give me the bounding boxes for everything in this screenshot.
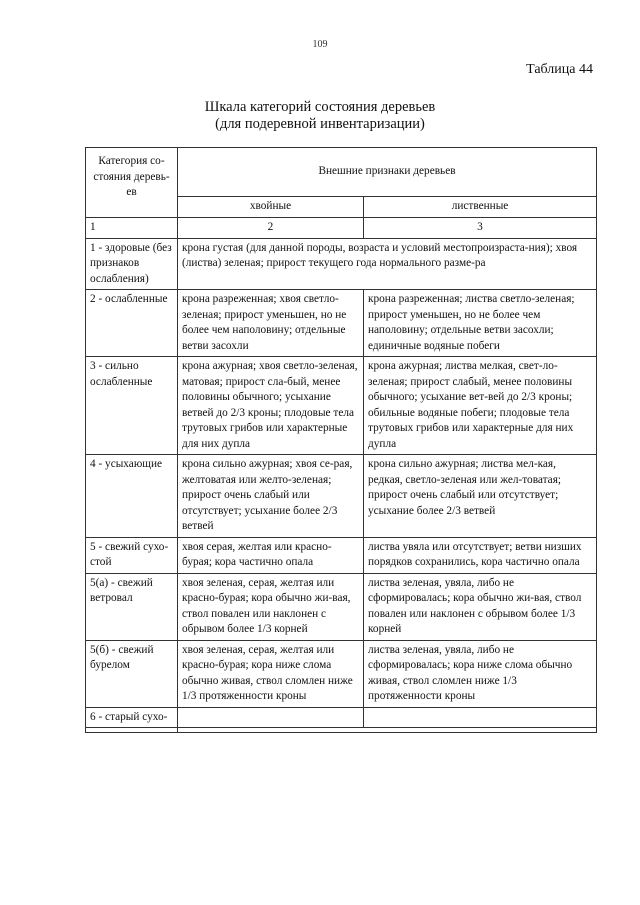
table-row	[86, 455, 597, 538]
table-row	[86, 537, 597, 573]
signs-cell-merged: крона густая (для данной породы, возраста и условий местопроизраста-ния); хвоя (листва) зеленая; прирост текущего года нормального разме-ра	[178, 238, 597, 290]
category-cell	[86, 728, 178, 733]
column-number: 2	[178, 218, 364, 239]
table-row	[86, 573, 597, 640]
category-cell: 5(а) - свежий ветровал	[86, 573, 178, 640]
category-cell: 5 - свежий сухо-стой	[86, 537, 178, 573]
header-row	[86, 148, 597, 197]
page-number: 109	[312, 39, 328, 50]
category-cell: 1 - здоровые (без признаков ослабления)	[86, 238, 178, 290]
page-title	[0, 99, 640, 133]
deciduous-cell: крона разреженная; листва светло-зеленая; прирост уменьшен, но не более чем наполовину; отдельные ветви засохли; единичные водяные побеги	[364, 290, 597, 357]
table-row	[86, 290, 597, 357]
coniferous-cell: хвоя серая, желтая или красно-бурая; кора частично опала	[178, 537, 364, 573]
category-cell: 5(б) - свежий бурелом	[86, 640, 178, 707]
column-number: 1	[86, 218, 178, 239]
coniferous-cell: крона ажурная; хвоя светло-зеленая, матовая; прирост сла-бый, менее половины обычного; усыхание ветвей до 2/3 кроны; плодовые тела трутовых грибов или характерные для них дупла	[178, 357, 364, 455]
coniferous-cell: крона сильно ажурная; хвоя се-рая, желтоватая или желто-зеленая; прирост очень слабый или отсутствует; усыхание более 2/3 ветвей	[178, 455, 364, 538]
signs-cell-merged	[178, 728, 597, 733]
column-number: 3	[364, 218, 597, 239]
header-category: Категория со-стояния деревь-ев	[86, 148, 178, 218]
table-row	[86, 357, 597, 455]
category-cell: 2 - ослабленные	[86, 290, 178, 357]
table-row	[86, 640, 597, 707]
table-row	[86, 238, 597, 290]
tree-condition-table	[85, 147, 597, 733]
title-line-1: Шкала категорий состояния деревьев	[204, 99, 436, 115]
coniferous-cell: хвоя зеленая, серая, желтая или красно-бурая; кора ниже слома обычно живая, ствол сломлен ниже 1/3 протяженности кроны	[178, 640, 364, 707]
column-number-row	[86, 218, 597, 239]
deciduous-cell: листва зеленая, увяла, либо не сформировалась; кора ниже слома обычно живая, ствол сломлен ниже 1/3 протяженности кроны	[364, 640, 597, 707]
header-external-signs: Внешние признаки деревьев	[178, 148, 597, 197]
category-cell: 3 - сильно ослабленные	[86, 357, 178, 455]
deciduous-cell: листва увяла или отсутствует; ветви низших порядков сохранились, кора частично опала	[364, 537, 597, 573]
deciduous-cell: листва зеленая, увяла, либо не сформировалась; кора обычно жи-вая, ствол повален или наклонен с обрывом более 1/3 корней	[364, 573, 597, 640]
coniferous-cell: крона разреженная; хвоя светло-зеленая; прирост уменьшен, но не более чем наполовину; отдельные ветви засохли	[178, 290, 364, 357]
table-row	[86, 707, 597, 728]
title-line-2: (для подеревной инвентаризации)	[215, 116, 425, 132]
table-row	[86, 728, 597, 733]
coniferous-cell: хвоя зеленая, серая, желтая или красно-бурая; кора обычно жи-вая, ствол повален или наклонен с обрывом более 1/3 корней	[178, 573, 364, 640]
deciduous-cell: крона сильно ажурная; листва мел-кая, редкая, светло-зеленая или жел-товатая; прирост очень слабый или отсутствует; усыхание более 2/3 ветвей	[364, 455, 597, 538]
header-deciduous: лиственные	[364, 197, 597, 218]
coniferous-cell	[178, 707, 364, 728]
category-cell: 4 - усыхающие	[86, 455, 178, 538]
deciduous-cell	[364, 707, 597, 728]
table-label: Таблица 44	[526, 62, 593, 77]
deciduous-cell: крона ажурная; листва мелкая, свет-ло-зеленая; прирост слабый, менее половины обычного; усыхание вет-вей до 2/3 кроны; обильные водяные побеги; плодовые тела трутовых грибов или характерные для них дупла	[364, 357, 597, 455]
header-coniferous: хвойные	[178, 197, 364, 218]
category-cell: 6 - старый сухо-	[86, 707, 178, 728]
